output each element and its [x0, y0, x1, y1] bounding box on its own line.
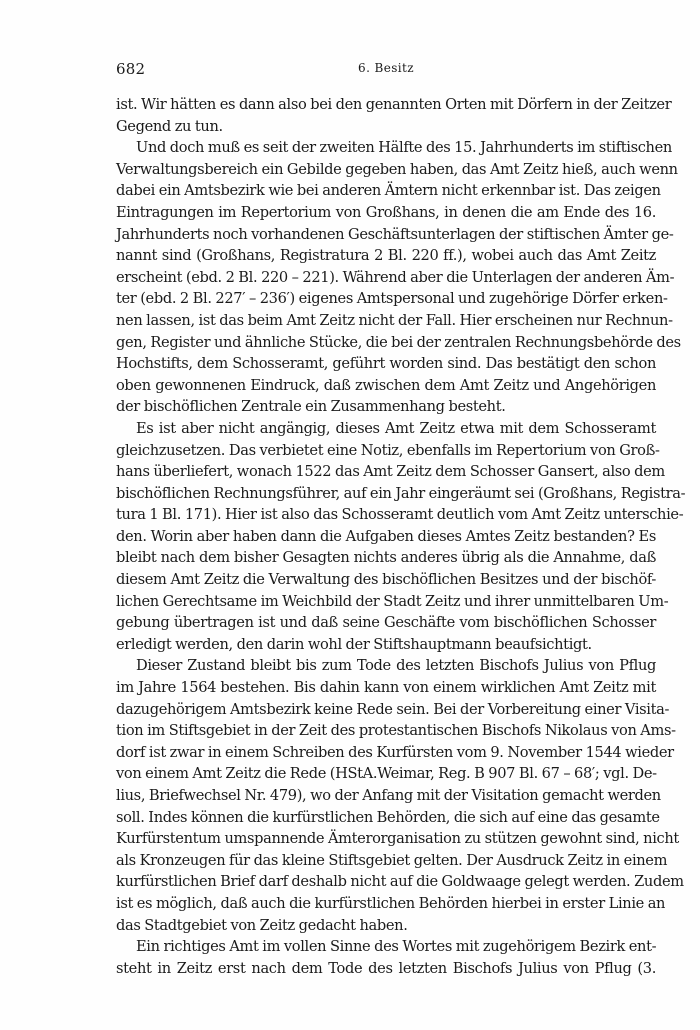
text-line: dabei ein Amtsbezirk wie bei anderen Ämtern nicht erkennbar ist. Das zeigen [116, 182, 661, 200]
text-line: ist es möglich, daß auch die kurfürstlichen Behörden hierbei in erster Linie an [116, 894, 666, 912]
text-line: Jahrhunderts noch vorhandenen Geschäftsunterlagen der stiftischen Ämter ge- [116, 225, 674, 243]
paragraph [116, 94, 672, 137]
text-line: diesem Amt Zeitz die Verwaltung des bischöflichen Besitzes und der bischöf- [116, 571, 656, 589]
text-line: das Stadtgebiet von Zeitz gedacht haben. [116, 916, 408, 934]
text-line: tion im Stiftsgebiet in der Zeit des protestantischen Bischofs Nikolaus von Ams- [116, 722, 676, 740]
paragraph [116, 137, 681, 418]
text-line: gebung übertragen ist und daß seine Geschäfte vom bischöflichen Schosser [116, 614, 656, 632]
text-line: kurfürstlichen Brief darf deshalb nicht auf die Goldwaage gelegt werden. Zudem [116, 873, 684, 891]
text-line: erledigt werden, den darin wohl der Stiftshauptmann beaufsichtigt. [116, 635, 592, 653]
text-line: ter (ebd. 2 Bl. 227′ – 236′) eigenes Amtspersonal und zugehörige Dörfer erken- [116, 290, 668, 308]
text-line: Gegend zu tun. [116, 117, 223, 135]
text-line: Verwaltungsbereich ein Gebilde gegeben haben, das Amt Zeitz hieß, auch wenn [116, 160, 678, 178]
text-line: dorf ist zwar in einem Schreiben des Kurfürsten vom 9. November 1544 wieder [116, 743, 674, 761]
text-line: als Kronzeugen für das kleine Stiftsgebiet gelten. Der Ausdruck Zeitz in einem [116, 851, 668, 869]
text-line: hans überliefert, wonach 1522 das Amt Zeitz dem Schosser Gansert, also dem [116, 463, 665, 481]
text-line: lius, Briefwechsel Nr. 479), wo der Anfang mit der Visitation gemacht werden [116, 787, 661, 804]
text-line: oben gewonnenen Eindruck, daß zwischen dem Amt Zeitz und Angehörigen [116, 376, 656, 394]
text-line: Dieser Zustand bleibt bis zum Tode des letzten Bischofs Julius von Pflug [136, 657, 656, 675]
paragraph [116, 418, 686, 656]
text-line: nannt sind (Großhans, Registratura 2 Bl. 220 ff.), wobei auch das Amt Zeitz [116, 247, 656, 265]
running-head [116, 60, 656, 80]
text-line: bleibt nach dem bisher Gesagten nichts anderes übrig als die Annahme, daß [116, 549, 656, 567]
text-line: Kurfürstentum umspannende Ämterorganisation zu stützen gewohnt sind, nicht [116, 830, 679, 848]
paragraph [116, 655, 684, 936]
text-line: im Jahre 1564 bestehen. Bis dahin kann von einem wirklichen Amt Zeitz mit [116, 679, 656, 697]
text-line: steht in Zeitz erst nach dem Tode des letzten Bischofs Julius von Pflug (3. [116, 959, 656, 977]
text-line: von einem Amt Zeitz die Rede (HStA.Weimar, Reg. B 907 Bl. 67 – 68′; vgl. De- [116, 765, 657, 783]
text-line: erscheint (ebd. 2 Bl. 220 – 221). Während aber die Unterlagen der anderen Äm- [116, 268, 675, 286]
text-line: bischöflichen Rechnungsführer, auf ein Jahr eingeräumt sei (Großhans, Registra- [116, 484, 686, 502]
text-line: der bischöflichen Zentrale ein Zusammenhang besteht. [116, 398, 506, 416]
text-line: soll. Indes können die kurfürstlichen Behörden, die sich auf eine das gesamte [116, 808, 660, 826]
text-line: Hochstifts, dem Schosseramt, geführt worden sind. Das bestätigt den schon [116, 355, 656, 373]
text-line: dazugehörigem Amtsbezirk keine Rede sein. Bei der Vorbereitung einer Visita- [116, 700, 670, 718]
text-line: gleichzusetzen. Das verbietet eine Notiz, ebenfalls im Repertorium von Groß- [116, 441, 660, 459]
paragraph [116, 936, 656, 979]
text-line: Es ist aber nicht angängig, dieses Amt Zeitz etwa mit dem Schosseramt [136, 419, 656, 437]
text-line: tura 1 Bl. 171). Hier ist also das Schosseramt deutlich vom Amt Zeitz unterschie- [116, 506, 684, 524]
text-line: den. Worin aber haben dann die Aufgaben dieses Amtes Zeitz bestanden? Es [116, 527, 656, 545]
body-text [116, 94, 686, 979]
text-line: Eintragungen im Repertorium von Großhans, in denen die am Ende des 16. [116, 203, 656, 221]
text-line: Und doch muß es seit der zweiten Hälfte des 15. Jahrhunderts im stiftischen [136, 139, 672, 157]
text-line: gen, Register und ähnliche Stücke, die bei der zentralen Rechnungsbehörde des [116, 333, 681, 351]
text-line: ist. Wir hätten es dann also bei den genannten Orten mit Dörfern in der Zeitzer [116, 96, 672, 113]
text-line: nen lassen, ist das beim Amt Zeitz nicht der Fall. Hier erscheinen nur Rechnun- [116, 311, 673, 329]
chapter-title: 6. Besitz [358, 61, 414, 75]
text-line: lichen Gerechtsame im Weichbild der Stadt Zeitz und ihrer unmittelbaren Um- [116, 592, 669, 610]
text-line: Ein richtiges Amt im vollen Sinne des Wortes mit zugehörigem Bezirk ent- [136, 938, 657, 956]
page-number: 682 [116, 60, 146, 78]
